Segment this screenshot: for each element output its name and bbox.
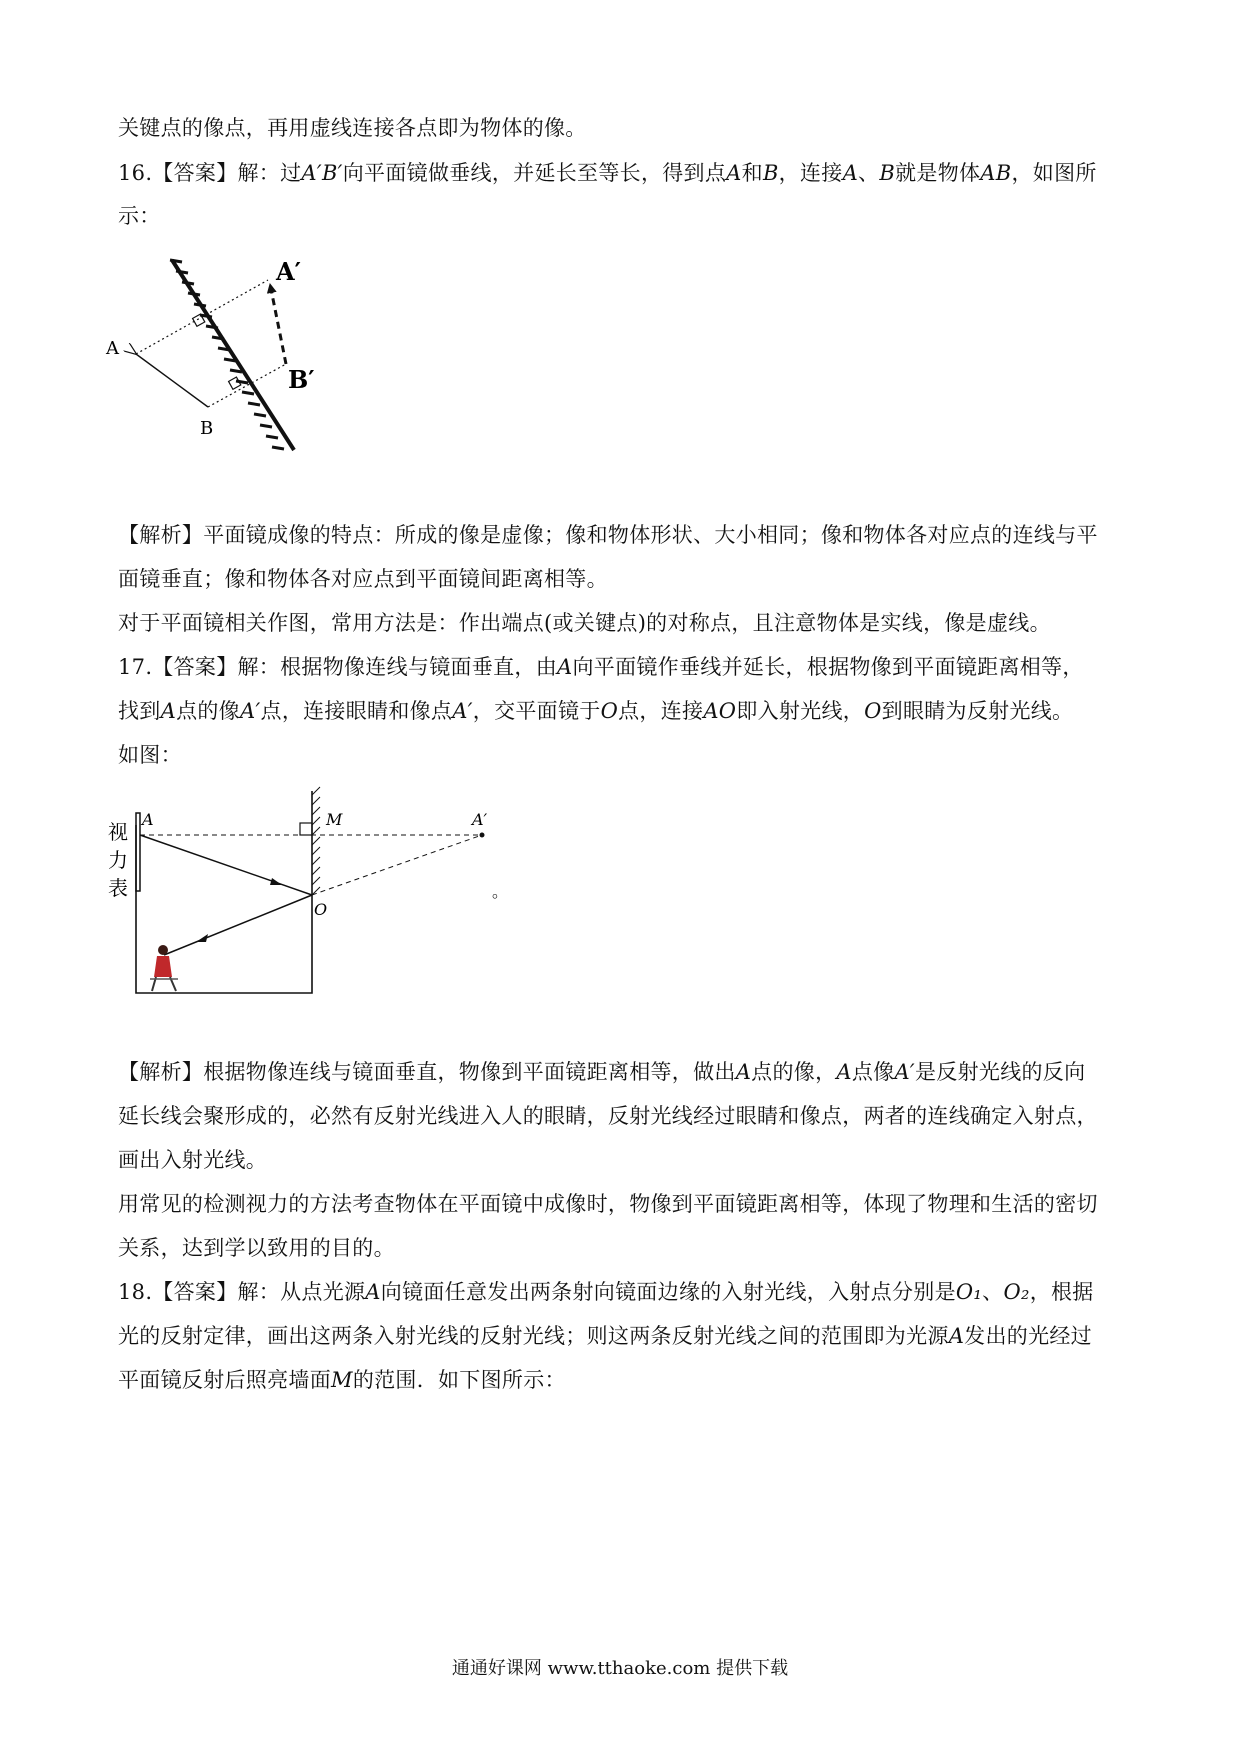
mirror-hatching bbox=[312, 787, 320, 895]
label-A: A bbox=[142, 810, 154, 829]
chart-label-2: 力 bbox=[108, 848, 128, 872]
label-A-image: A′ bbox=[472, 810, 488, 829]
analysis-16-line-1: 【解析】平面镜成像的特点：所成的像是虚像；像和物体形状、大小相同；像和物体各对应点的连线与平 bbox=[118, 523, 1098, 547]
object-AB bbox=[136, 354, 208, 407]
answer-17-line-1: 17.【答案】解：根据物像连线与镜面垂直，由A向平面镜作垂线并延长，根据物像到平面镜距离相等， bbox=[118, 655, 1084, 679]
analysis-17-line-1: 【解析】根据物像连线与镜面垂直，物像到平面镜距离相等，做出A点的像，A点像A′是反射光线的反向 bbox=[118, 1060, 1086, 1084]
label-O: O bbox=[314, 900, 328, 919]
perpendicular-B bbox=[208, 364, 286, 407]
answer-18-line-1: 18.【答案】解：从点光源A向镜面任意发出两条射向镜面边缘的入射光线，入射点分别是O₁、O₂，根据 bbox=[118, 1280, 1094, 1304]
answer-17-line-2: 找到A点的像A′点，连接眼睛和像点A′，交平面镜于O点，连接AO即入射光线，O到眼睛为反射光线。 bbox=[118, 699, 1074, 723]
analysis-16-line-2: 面镜垂直；像和物体各对应点到平面镜间距离相等。 bbox=[118, 567, 608, 591]
reflected-ray bbox=[164, 895, 312, 955]
label-B-image: B′ bbox=[288, 365, 315, 394]
analysis-17-line-3: 画出入射光线。 bbox=[118, 1148, 268, 1172]
answer-17-line-3: 如图： bbox=[118, 743, 182, 767]
answer-16-line-1: 16.【答案】解：过A′B′向平面镜做垂线，并延长至等长，得到点A和B，连接A、B就是物体AB，如图所 bbox=[118, 161, 1097, 185]
answer-18-line-2: 光的反射定律，画出这两条入射光线的反射光线；则这两条反射光线之间的范围即为光源A发出的光经过 bbox=[118, 1324, 1092, 1348]
answer-18-line-3: 平面镜反射后照亮墙面M的范围．如下图所示： bbox=[118, 1368, 566, 1392]
right-angle-mark bbox=[300, 823, 312, 835]
answer-16-line-2: 示： bbox=[118, 204, 161, 228]
label-A-image: A′ bbox=[276, 257, 301, 286]
eye-chart bbox=[136, 813, 140, 891]
figure-16-mirror-diagram bbox=[100, 250, 360, 470]
reflected-ray-extension bbox=[312, 835, 482, 895]
chart-label-3: 表 bbox=[108, 876, 128, 900]
label-B: B bbox=[200, 418, 214, 439]
analysis-17-line-2: 延长线会聚形成的，必然有反射光线进入人的眼睛，反射光线经过眼睛和像点，两者的连线确定入射点， bbox=[118, 1104, 1098, 1128]
text-line: 关键点的像点，再用虚线连接各点即为物体的像。 bbox=[118, 116, 587, 140]
person-icon bbox=[150, 945, 178, 991]
right-angle-mark-B bbox=[229, 377, 241, 389]
analysis-16-line-3: 对于平面镜相关作图，常用方法是：作出端点(或关键点)的对称点，且注意物体是实线，像是虚线。 bbox=[118, 611, 1051, 635]
trailing-period: 。 bbox=[492, 882, 509, 901]
figure-17-eye-chart-diagram bbox=[100, 785, 580, 1025]
incident-ray-arrow bbox=[270, 878, 282, 885]
label-A: A bbox=[106, 338, 119, 359]
mirror-surface bbox=[172, 260, 294, 450]
page-footer: 通通好课网 www.tthaoke.com 提供下载 bbox=[451, 1658, 789, 1679]
image-AB bbox=[270, 284, 286, 364]
incident-ray bbox=[140, 835, 312, 895]
analysis-17-line-5: 关系，达到学以致用的目的。 bbox=[118, 1236, 395, 1260]
mirror-hatching bbox=[170, 260, 284, 449]
chart-label-1: 视 bbox=[108, 820, 128, 844]
analysis-17-line-4: 用常见的检测视力的方法考查物体在平面镜中成像时，物像到平面镜距离相等，体现了物理和生活的密切 bbox=[118, 1192, 1098, 1216]
label-M: M bbox=[326, 810, 343, 829]
